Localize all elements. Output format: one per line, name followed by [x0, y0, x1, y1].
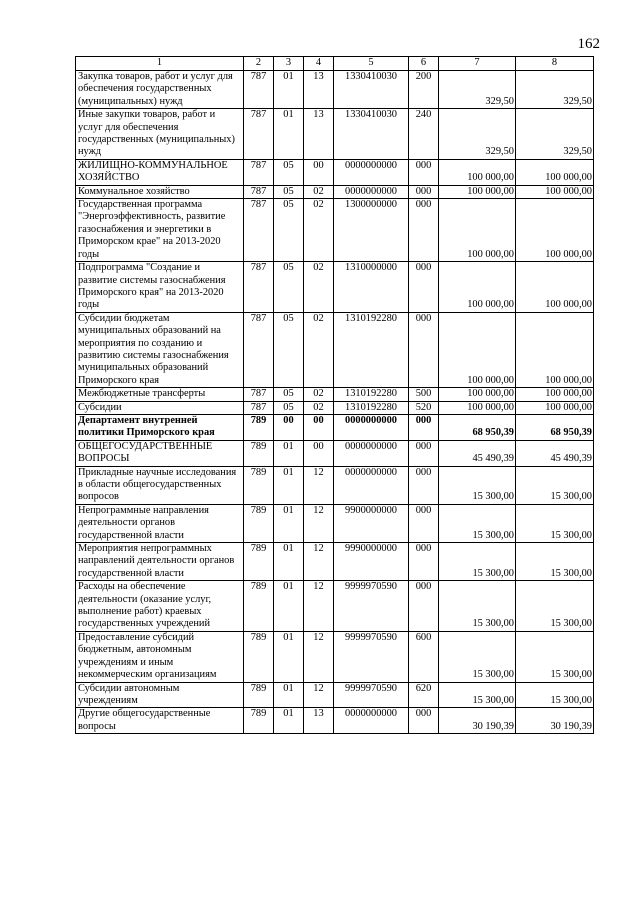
row-amount-year1-cell: 45 490,39	[439, 440, 516, 466]
row-expense-type-cell: 000	[409, 504, 439, 542]
table-row	[76, 109, 594, 160]
row-target-article-cell: 1310192280	[334, 312, 409, 387]
row-name-cell: Прикладные научные исследования в области общегосударственных вопросов	[76, 466, 244, 504]
table-row	[76, 401, 594, 414]
row-section-cell: 00	[274, 414, 304, 440]
row-amount-year1-cell: 100 000,00	[439, 185, 516, 198]
row-amount-year1-cell: 15 300,00	[439, 682, 516, 708]
row-target-article-cell: 0000000000	[334, 414, 409, 440]
row-target-article-cell: 0000000000	[334, 185, 409, 198]
row-target-article-cell: 0000000000	[334, 159, 409, 185]
row-name-cell: Субсидии бюджетам муниципальных образований на мероприятия по созданию и развитию системы газоснабжения муниципальных образований Приморского края	[76, 312, 244, 387]
table-row	[76, 631, 594, 682]
row-admin-code-cell: 787	[244, 388, 274, 401]
row-subsection-cell: 02	[304, 185, 334, 198]
table-row	[76, 199, 594, 262]
row-subsection-cell: 13	[304, 71, 334, 109]
row-name-cell: Подпрограмма "Создание и развитие системы газоснабжения Приморского края" на 2013-2020 годы	[76, 262, 244, 313]
row-expense-type-cell: 600	[409, 631, 439, 682]
row-section-cell: 05	[274, 159, 304, 185]
row-amount-year2-cell: 100 000,00	[516, 185, 594, 198]
row-amount-year1-cell: 15 300,00	[439, 581, 516, 632]
row-amount-year2-cell: 15 300,00	[516, 466, 594, 504]
row-amount-year2-cell: 15 300,00	[516, 631, 594, 682]
row-amount-year1-cell: 100 000,00	[439, 388, 516, 401]
row-subsection-cell: 02	[304, 388, 334, 401]
row-section-cell: 01	[274, 631, 304, 682]
row-subsection-cell: 13	[304, 109, 334, 160]
row-expense-type-cell: 000	[409, 159, 439, 185]
row-subsection-cell: 12	[304, 466, 334, 504]
row-amount-year1-cell: 100 000,00	[439, 312, 516, 387]
row-subsection-cell: 02	[304, 199, 334, 262]
budget-table	[75, 56, 594, 734]
row-admin-code-cell: 789	[244, 414, 274, 440]
row-amount-year1-cell: 100 000,00	[439, 159, 516, 185]
row-amount-year2-cell: 329,50	[516, 71, 594, 109]
table-row	[76, 312, 594, 387]
row-section-cell: 01	[274, 708, 304, 734]
table-row	[76, 71, 594, 109]
row-admin-code-cell: 787	[244, 159, 274, 185]
row-target-article-cell: 9990000000	[334, 543, 409, 581]
row-amount-year2-cell: 15 300,00	[516, 543, 594, 581]
row-name-cell: Другие общегосударственные вопросы	[76, 708, 244, 734]
table-row	[76, 682, 594, 708]
row-section-cell: 01	[274, 440, 304, 466]
row-section-cell: 01	[274, 682, 304, 708]
row-admin-code-cell: 787	[244, 71, 274, 109]
row-expense-type-cell: 620	[409, 682, 439, 708]
row-target-article-cell: 9999970590	[334, 581, 409, 632]
row-subsection-cell: 00	[304, 440, 334, 466]
row-amount-year2-cell: 100 000,00	[516, 312, 594, 387]
row-name-cell: Мероприятия непрограммных направлений деятельности органов государственной власти	[76, 543, 244, 581]
row-expense-type-cell: 000	[409, 708, 439, 734]
row-section-cell: 01	[274, 581, 304, 632]
row-expense-type-cell: 000	[409, 312, 439, 387]
table-row	[76, 388, 594, 401]
row-target-article-cell: 1330410030	[334, 71, 409, 109]
row-expense-type-cell: 000	[409, 466, 439, 504]
row-amount-year2-cell: 100 000,00	[516, 199, 594, 262]
row-amount-year1-cell: 329,50	[439, 109, 516, 160]
row-expense-type-cell: 000	[409, 543, 439, 581]
row-section-cell: 01	[274, 109, 304, 160]
row-name-cell: Расходы на обеспечение деятельности (оказание услуг, выполнение работ) краевых государственных учреждений	[76, 581, 244, 632]
row-amount-year1-cell: 15 300,00	[439, 466, 516, 504]
table-row	[76, 466, 594, 504]
row-amount-year2-cell: 30 190,39	[516, 708, 594, 734]
row-expense-type-cell: 520	[409, 401, 439, 414]
table-header-row	[76, 57, 594, 71]
row-admin-code-cell: 789	[244, 682, 274, 708]
row-target-article-cell: 0000000000	[334, 440, 409, 466]
row-subsection-cell: 12	[304, 504, 334, 542]
row-amount-year2-cell: 100 000,00	[516, 388, 594, 401]
row-admin-code-cell: 787	[244, 199, 274, 262]
table-row	[76, 543, 594, 581]
row-section-cell: 05	[274, 401, 304, 414]
row-name-cell: Межбюджетные трансферты	[76, 388, 244, 401]
row-name-cell: Департамент внутренней политики Приморского края	[76, 414, 244, 440]
row-amount-year1-cell: 329,50	[439, 71, 516, 109]
row-admin-code-cell: 789	[244, 440, 274, 466]
row-name-cell: Коммунальное хозяйство	[76, 185, 244, 198]
column-header: 2	[244, 57, 274, 71]
row-subsection-cell: 13	[304, 708, 334, 734]
row-amount-year2-cell: 15 300,00	[516, 581, 594, 632]
row-subsection-cell: 12	[304, 543, 334, 581]
row-amount-year2-cell: 100 000,00	[516, 401, 594, 414]
row-section-cell: 05	[274, 199, 304, 262]
row-amount-year2-cell: 68 950,39	[516, 414, 594, 440]
row-admin-code-cell: 787	[244, 312, 274, 387]
table-row	[76, 504, 594, 542]
row-subsection-cell: 00	[304, 159, 334, 185]
column-header: 4	[304, 57, 334, 71]
row-amount-year2-cell: 329,50	[516, 109, 594, 160]
row-subsection-cell: 12	[304, 581, 334, 632]
row-section-cell: 05	[274, 312, 304, 387]
table-row	[76, 185, 594, 198]
row-subsection-cell: 00	[304, 414, 334, 440]
row-name-cell: ЖИЛИЩНО-КОММУНАЛЬНОЕ ХОЗЯЙСТВО	[76, 159, 244, 185]
row-amount-year1-cell: 68 950,39	[439, 414, 516, 440]
row-target-article-cell: 9999970590	[334, 631, 409, 682]
column-header: 6	[409, 57, 439, 71]
row-target-article-cell: 1330410030	[334, 109, 409, 160]
row-section-cell: 01	[274, 71, 304, 109]
row-expense-type-cell: 000	[409, 414, 439, 440]
row-subsection-cell: 02	[304, 401, 334, 414]
row-amount-year1-cell: 15 300,00	[439, 631, 516, 682]
row-expense-type-cell: 200	[409, 71, 439, 109]
row-name-cell: Иные закупки товаров, работ и услуг для обеспечения государственных (муниципальных) нужд	[76, 109, 244, 160]
row-amount-year1-cell: 30 190,39	[439, 708, 516, 734]
row-target-article-cell: 1310000000	[334, 262, 409, 313]
row-amount-year1-cell: 100 000,00	[439, 401, 516, 414]
row-subsection-cell: 12	[304, 682, 334, 708]
row-admin-code-cell: 789	[244, 581, 274, 632]
row-expense-type-cell: 000	[409, 199, 439, 262]
column-header: 8	[516, 57, 594, 71]
row-admin-code-cell: 789	[244, 466, 274, 504]
row-name-cell: Предоставление субсидий бюджетным, автономным учреждениям и иным некоммерческим организациям	[76, 631, 244, 682]
column-header: 1	[76, 57, 244, 71]
row-admin-code-cell: 789	[244, 708, 274, 734]
row-admin-code-cell: 789	[244, 631, 274, 682]
row-name-cell: Непрограммные направления деятельности органов государственной власти	[76, 504, 244, 542]
row-expense-type-cell: 240	[409, 109, 439, 160]
row-name-cell: Государственная программа "Энергоэффективность, развитие газоснабжения и энергетики в Приморском крае" на 2013-2020 годы	[76, 199, 244, 262]
row-subsection-cell: 12	[304, 631, 334, 682]
row-admin-code-cell: 789	[244, 504, 274, 542]
row-subsection-cell: 02	[304, 312, 334, 387]
column-header: 3	[274, 57, 304, 71]
row-admin-code-cell: 787	[244, 401, 274, 414]
row-admin-code-cell: 787	[244, 185, 274, 198]
row-amount-year2-cell: 100 000,00	[516, 159, 594, 185]
row-target-article-cell: 9999970590	[334, 682, 409, 708]
row-name-cell: ОБЩЕГОСУДАРСТВЕННЫЕ ВОПРОСЫ	[76, 440, 244, 466]
row-amount-year1-cell: 100 000,00	[439, 262, 516, 313]
table-row	[76, 414, 594, 440]
row-amount-year2-cell: 45 490,39	[516, 440, 594, 466]
row-expense-type-cell: 000	[409, 440, 439, 466]
row-amount-year1-cell: 100 000,00	[439, 199, 516, 262]
row-admin-code-cell: 787	[244, 109, 274, 160]
row-target-article-cell: 1310192280	[334, 388, 409, 401]
row-expense-type-cell: 000	[409, 262, 439, 313]
row-admin-code-cell: 789	[244, 543, 274, 581]
page-number: 162	[577, 36, 600, 52]
row-section-cell: 01	[274, 504, 304, 542]
row-expense-type-cell: 000	[409, 581, 439, 632]
row-target-article-cell: 9900000000	[334, 504, 409, 542]
row-target-article-cell: 0000000000	[334, 708, 409, 734]
row-expense-type-cell: 500	[409, 388, 439, 401]
row-target-article-cell: 1300000000	[334, 199, 409, 262]
row-subsection-cell: 02	[304, 262, 334, 313]
table-row	[76, 581, 594, 632]
row-target-article-cell: 1310192280	[334, 401, 409, 414]
row-name-cell: Субсидии	[76, 401, 244, 414]
row-section-cell: 05	[274, 388, 304, 401]
column-header: 7	[439, 57, 516, 71]
row-expense-type-cell: 000	[409, 185, 439, 198]
row-section-cell: 05	[274, 185, 304, 198]
row-name-cell: Субсидии автономным учреждениям	[76, 682, 244, 708]
row-amount-year1-cell: 15 300,00	[439, 504, 516, 542]
table-row	[76, 708, 594, 734]
row-section-cell: 01	[274, 466, 304, 504]
table-row	[76, 159, 594, 185]
row-amount-year2-cell: 15 300,00	[516, 682, 594, 708]
row-amount-year1-cell: 15 300,00	[439, 543, 516, 581]
row-section-cell: 01	[274, 543, 304, 581]
column-header: 5	[334, 57, 409, 71]
table-row	[76, 262, 594, 313]
table-row	[76, 440, 594, 466]
row-amount-year2-cell: 100 000,00	[516, 262, 594, 313]
row-name-cell: Закупка товаров, работ и услуг для обеспечения государственных (муниципальных) нужд	[76, 71, 244, 109]
row-amount-year2-cell: 15 300,00	[516, 504, 594, 542]
row-section-cell: 05	[274, 262, 304, 313]
row-target-article-cell: 0000000000	[334, 466, 409, 504]
row-admin-code-cell: 787	[244, 262, 274, 313]
